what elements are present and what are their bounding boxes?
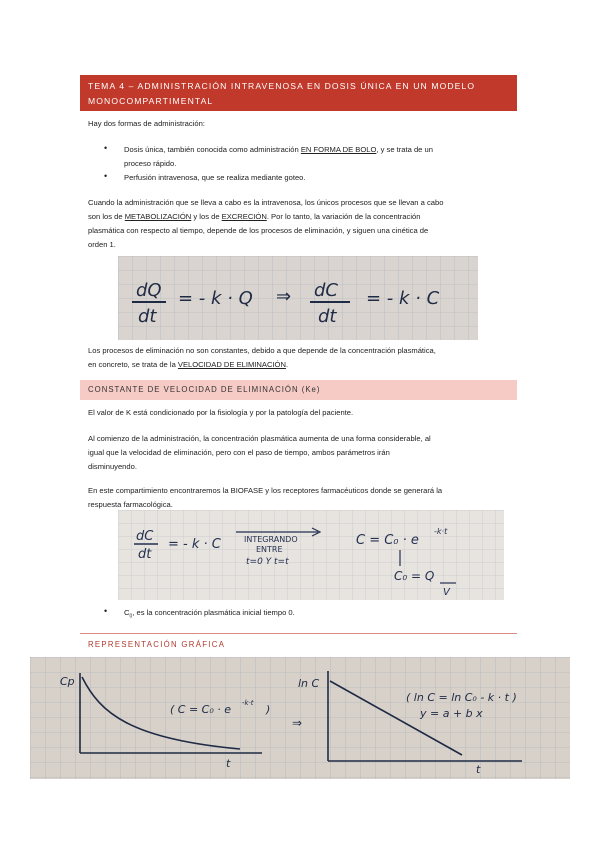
graph-eq-left: ( C = C₀ · e <box>170 703 232 716</box>
bullet-item-perfusion: Perfusión intravenosa, que se realiza mediante goteo. <box>124 173 306 182</box>
graph-eq-left-close: ) <box>266 703 271 716</box>
f1-lhs2-num: dC <box>314 280 338 301</box>
f2-eq2-den: V <box>443 587 450 598</box>
f2-eq1: C = C₀ · e <box>356 533 419 548</box>
graph-x2-label: t <box>476 763 481 776</box>
f2-note-range: t=0 Y t=t <box>246 557 289 567</box>
formula-photo-1 <box>118 256 478 340</box>
f1-arrow: ⇒ <box>276 286 292 307</box>
f1-rhs2: = - k · C <box>366 288 440 309</box>
bullet-icon: • <box>104 143 108 153</box>
page-title: TEMA 4 – ADMINISTRACIÓN INTRAVENOSA EN DOSIS ÚNICA EN UN MODELO MONOCOMPARTIMENTAL <box>80 75 517 111</box>
graph-eq-right1: ( ln C = ln C₀ - k · t ) <box>406 691 517 704</box>
f2-lhs-den: dt <box>138 547 152 562</box>
intro-text: Hay dos formas de administración: <box>88 119 205 128</box>
f2-note-entre: ENTRE <box>256 545 283 554</box>
f2-lhs-num: dC <box>136 529 154 544</box>
bullet-item-c0: $C_0$, es la concentración plasmática inicial tiempo 0. <box>124 608 295 620</box>
paragraph-biofase: En este compartimiento encontraremos la BIOFASE y los receptores farmacéuticos donde se generará la respuesta farmacológica. <box>88 486 443 509</box>
f1-rhs: = - k · Q <box>178 288 253 309</box>
section-heading-representacion: REPRESENTACIÓN GRÁFICA <box>88 640 226 649</box>
f1-lhs-num: dQ <box>136 280 162 301</box>
paragraph-intravenosa: Cuando la administración que se lleva a cabo es la intravenosa, los únicos procesos que se llevan a cabo son los de METABOLIZACIÓN y los de EXCRECIÓN. Por lo tanto, la variación de la concentración plasmática con respecto al tiempo, depende de los procesos de eliminación, y siguen una cinética de orden 1. <box>88 198 444 249</box>
graph-eq-right2: y = a + b x <box>420 707 483 720</box>
section-divider <box>80 633 517 634</box>
f2-note-integrando: INTEGRANDO <box>244 535 298 544</box>
f2-rhs: = - k · C <box>168 537 221 552</box>
paragraph-comienzo: Al comienzo de la administración, la concentración plasmática aumenta de una forma considerable, al igual que la velocidad de eliminación, pero con el paso de tiempo, ambos parámetros irán disminuyendo. <box>88 434 431 471</box>
paragraph-eliminacion: Los procesos de eliminación no son constantes, debido a que depende de la concentración plasmática, en concreto, se trata de la VELOCIDAD DE ELIMINACIÓN. <box>88 346 436 369</box>
graph-y1-label: Cp <box>60 675 75 688</box>
graph-x1-label: t <box>226 757 231 770</box>
graph-eq-left-exp: -k·t <box>242 699 254 707</box>
f1-lhs-den: dt <box>138 306 157 327</box>
bullet-item-bolo: Dosis única, también conocida como administración EN FORMA DE BOLO, y se trata de un proceso rápido. <box>124 145 433 168</box>
bullet-icon: • <box>104 606 108 616</box>
bullet-icon: • <box>104 171 108 181</box>
paragraph-valor-k: El valor de K está condicionado por la fisiología y por la patología del paciente. <box>88 408 354 417</box>
graph-y2-label: ln C <box>298 677 320 690</box>
graph-photo <box>30 657 570 779</box>
formula-photo-2 <box>118 510 504 600</box>
f2-eq2: C₀ = Q <box>394 569 435 583</box>
graph-arrow: ⇒ <box>292 716 303 730</box>
f2-eq1-exp: -k·t <box>434 527 448 536</box>
f1-lhs2-den: dt <box>318 306 337 327</box>
section-heading-constante: CONSTANTE DE VELOCIDAD DE ELIMINACIÓN (Ke) <box>80 380 517 400</box>
